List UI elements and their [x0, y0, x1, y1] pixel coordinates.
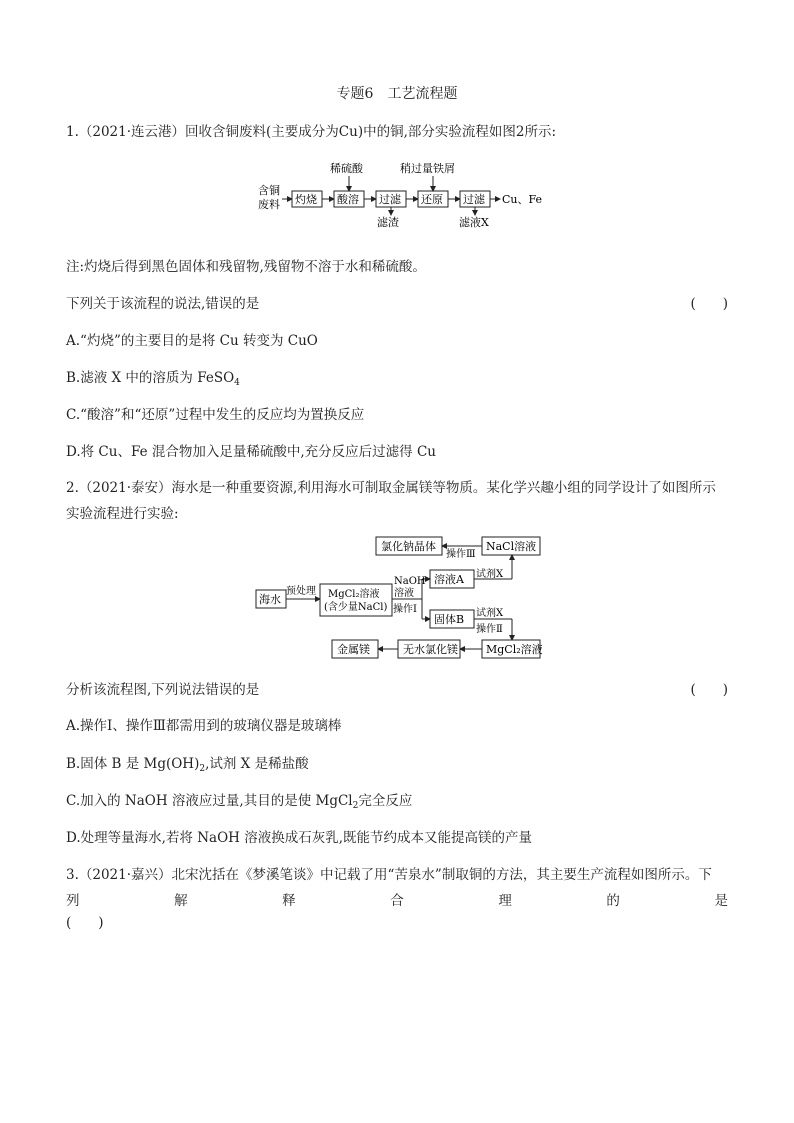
- q2-reagent-x-1: 试剂X: [476, 569, 504, 580]
- q2-pretreat-label: 预处理: [286, 586, 316, 597]
- q1-product-label: Cu、Fe: [502, 193, 543, 206]
- q2-stem-line-2: 实验流程进行实验:: [66, 506, 179, 522]
- q3-stem-line-1: 3.（2021·嘉兴）北宋沈括在《梦溪笔谈》中记载了用“苦泉水”制取铜的方法，其主要生产流程如图所示。下: [66, 867, 712, 883]
- q1-step-filter-1: 过滤: [379, 193, 401, 206]
- q1-question: 下列关于该流程的说法,错误的是: [66, 296, 260, 312]
- q2-op1-label: 操作Ⅰ: [393, 604, 417, 615]
- q2-option-d: D.处理等量海水,若将 NaOH 溶液换成石灰乳,既能节约成本又能提高镁的产量: [66, 830, 532, 846]
- q2-answer-blank: ( ): [690, 682, 728, 698]
- q1-option-b: B.滤液 X 中的溶质为 FeSO$_4$: [66, 370, 240, 388]
- q1-step-reduce: 还原: [421, 193, 443, 206]
- q2-option-c: C.加入的 NaOH 溶液应过量,其目的是使 MgCl$_2$完全反应: [66, 793, 413, 811]
- page-title: 专题6 工艺流程题: [336, 86, 458, 102]
- q2-option-a: A.操作Ⅰ、操作Ⅲ都需用到的玻璃仪器是玻璃棒: [66, 718, 342, 734]
- q2-question: 分析该流程图,下列说法错误的是: [66, 682, 260, 698]
- q1-input-label-2: 废料: [258, 198, 280, 211]
- q3-stem-line-2: 列 解 释 合 理 的 是: [66, 893, 728, 909]
- q2-solution-a: 溶液A: [434, 573, 464, 586]
- q2-stem-line-1: 2.（2021·泰安）海水是一种重要资源,利用海水可制取金属镁等物质。某化学兴趣小组的同学设计了如图所示: [66, 480, 716, 496]
- q2-option-b: B.固体 B 是 $Mg(OH)_2$,试剂 X 是稀盐酸: [66, 756, 309, 774]
- q1-step-acid-dissolve: 酸溶: [337, 193, 359, 206]
- q1-option-d: D.将 Cu、Fe 混合物加入足量稀硫酸中,充分反应后过滤得 Cu: [66, 444, 436, 460]
- q1-note: 注:灼烧后得到黑色固体和残留物,残留物不溶于水和稀硫酸。: [66, 259, 426, 275]
- q1-step-burn: 灼烧: [295, 193, 317, 206]
- q1-filtrate-label: 滤液X: [459, 216, 489, 229]
- q3-answer-blank: ( ): [66, 915, 104, 931]
- q1-stem: 1.（2021·连云港）回收含铜废料(主要成分为Cu)中的铜,部分实验流程如图2所示:: [66, 124, 557, 140]
- q2-nacl-crystal: 氯化钠晶体: [381, 540, 436, 553]
- q1-step-filter-2: 过滤: [463, 193, 485, 206]
- q1-flow-diagram: [250, 158, 550, 230]
- q1-option-c: C.“酸溶”和“还原”过程中发生的反应均为置换反应: [66, 407, 365, 423]
- q2-naoh-label-2: 溶液: [394, 588, 414, 599]
- q1-input-label-1: 含铜: [258, 184, 280, 197]
- q2-op2-label: 操作Ⅱ: [476, 624, 503, 635]
- q2-solid-b: 固体B: [434, 613, 465, 626]
- q1-answer-blank: ( ): [690, 296, 728, 312]
- q2-nacl-solution: NaCl溶液: [486, 540, 537, 553]
- q1-acid-label: 稀硫酸: [330, 162, 363, 175]
- q1-residue-label: 滤渣: [377, 216, 399, 229]
- q2-flow-diagram: [250, 532, 550, 664]
- q2-mgcl2-box-line-2: (含少量NaCl): [324, 602, 388, 613]
- q1-iron-label: 稍过量铁屑: [400, 162, 455, 175]
- q2-magnesium-metal: 金属镁: [337, 643, 370, 656]
- q2-reagent-x-2: 试剂X: [476, 608, 504, 619]
- q2-seawater: 海水: [259, 593, 281, 606]
- q2-mgcl2-solution: MgCl₂溶液: [486, 643, 543, 656]
- q2-anhydrous-mgcl2: 无水氯化镁: [403, 643, 458, 656]
- q2-mgcl2-box-line-1: MgCl₂溶液: [328, 589, 380, 600]
- q1-option-a: A.“灼烧”的主要目的是将 Cu 转变为 CuO: [66, 333, 318, 349]
- q2-op3-label: 操作Ⅲ: [446, 549, 476, 560]
- q2-naoh-label-1: NaOH: [394, 576, 426, 587]
